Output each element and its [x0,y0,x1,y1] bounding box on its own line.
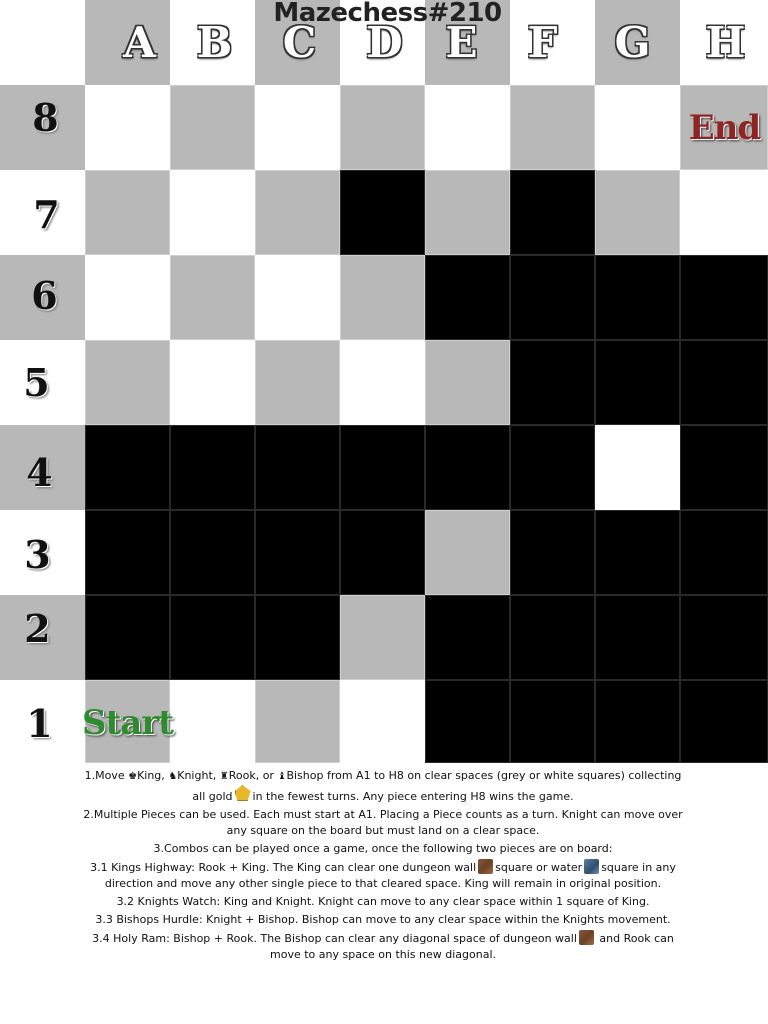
square-a8[interactable] [85,85,170,170]
square-d1[interactable] [340,680,425,763]
bishop-icon: ♝ [277,771,287,782]
start-marker: Start [82,703,173,743]
column-label-h: H [705,18,746,67]
square-d3[interactable] [340,510,425,595]
column-label-a: A [123,18,156,67]
square-f6[interactable] [510,255,595,340]
square-a3[interactable] [85,510,170,595]
square-g1[interactable] [595,680,680,763]
square-b6[interactable] [170,255,255,340]
row-label-7: 7 [33,192,60,237]
square-g5[interactable] [595,340,680,425]
square-c2[interactable] [255,595,340,680]
square-f5[interactable] [510,340,595,425]
rule-1-text: in the fewest turns. Any piece entering H8 wins the game. [252,790,574,803]
rule-3-3: 3.3 Bishops Hurdle: Knight + Bishop. Bishop can move to any clear space within the Knights movement. [95,913,671,926]
rule-1-text: Bishop from A1 to H8 on clear spaces (grey or white squares) collecting all gold [192,769,682,803]
dungeon-wall-icon [579,930,594,945]
row-label-6: 6 [31,273,58,318]
square-g6[interactable] [595,255,680,340]
rule-2: 2.Multiple Pieces can be used. Each must start at A1. Placing a Piece counts as a turn. Knight can move over any square on the board but must land on a clear space. [83,808,683,837]
square-b7[interactable] [170,170,255,255]
square-e8[interactable] [425,85,510,170]
rule-3-1-text: square in any direction and move any other single piece to that cleared space. King will remain in original position. [104,861,676,890]
square-h6[interactable] [680,255,768,340]
square-f8[interactable] [510,85,595,170]
rule-3-1-text: square or water [495,861,583,874]
square-e7[interactable] [425,170,510,255]
square-h4[interactable] [680,425,768,510]
rule-1-text: King, [137,769,169,782]
square-b3[interactable] [170,510,255,595]
square-g8[interactable] [595,85,680,170]
square-b5[interactable] [170,340,255,425]
square-d6[interactable] [340,255,425,340]
knight-icon: ♞ [168,771,178,782]
square-e1[interactable] [425,680,510,763]
rule-1 [80,768,686,805]
square-c4[interactable] [255,425,340,510]
square-e6[interactable] [425,255,510,340]
column-label-f: F [527,18,558,67]
square-g4[interactable] [595,425,680,510]
rule-1-text: Rook, or [228,769,278,782]
rule-1-text: Knight, [177,769,220,782]
square-e3[interactable] [425,510,510,595]
square-c6[interactable] [255,255,340,340]
square-g2[interactable] [595,595,680,680]
rules-text [80,768,686,965]
square-a5[interactable] [85,340,170,425]
square-d7[interactable] [340,170,425,255]
water-icon [584,859,599,874]
square-h7[interactable] [680,170,768,255]
king-icon: ♚ [128,771,138,782]
square-b2[interactable] [170,595,255,680]
square-g7[interactable] [595,170,680,255]
square-b8[interactable] [170,85,255,170]
square-f3[interactable] [510,510,595,595]
square-h1[interactable] [680,680,768,763]
column-label-b: B [196,18,233,67]
square-c3[interactable] [255,510,340,595]
square-d2[interactable] [340,595,425,680]
square-f4[interactable] [510,425,595,510]
square-e2[interactable] [425,595,510,680]
square-b4[interactable] [170,425,255,510]
square-d5[interactable] [340,340,425,425]
rule-1-text: 1.Move [84,769,129,782]
row-label-5: 5 [23,360,50,405]
rule-3-4-text: and Rook can move to any space on this new diagonal. [270,932,674,961]
row-label-2: 2 [24,606,51,651]
rule-3-4 [80,930,686,963]
square-c1[interactable] [255,680,340,763]
square-f7[interactable] [510,170,595,255]
rule-3: 3.Combos can be played once a game, once the following two pieces are on board: [153,842,613,855]
row-label-3: 3 [24,532,51,577]
column-label-d: D [366,18,403,67]
row-label-1: 1 [26,701,53,746]
rule-3-1-text: 3.1 Kings Highway: Rook + King. The King can clear one dungeon wall [90,861,477,874]
end-marker: End [688,108,761,148]
square-f2[interactable] [510,595,595,680]
square-c7[interactable] [255,170,340,255]
column-label-c: C [282,18,317,67]
square-e4[interactable] [425,425,510,510]
rule-3-1 [80,859,686,892]
dungeon-wall-icon [478,859,493,874]
row-label-8: 8 [32,95,59,140]
rule-3-2: 3.2 Knights Watch: King and Knight. Knight can move to any clear space within 1 square of King. [116,895,650,908]
rook-icon: ♜ [219,771,229,782]
puzzle-title: Mazechess#210 [273,0,502,28]
square-a7[interactable] [85,170,170,255]
square-a4[interactable] [85,425,170,510]
square-h5[interactable] [680,340,768,425]
column-label-e: E [445,18,478,67]
square-h3[interactable] [680,510,768,595]
square-a6[interactable] [85,255,170,340]
square-b1[interactable] [170,680,255,763]
column-label-g: G [614,18,651,67]
square-d4[interactable] [340,425,425,510]
square-c5[interactable] [255,340,340,425]
rule-3-4-text: 3.4 Holy Ram: Bishop + Rook. The Bishop can clear any diagonal space of dungeon wall [92,932,577,945]
square-a2[interactable] [85,595,170,680]
square-h2[interactable] [680,595,768,680]
square-f1[interactable] [510,680,595,763]
square-d8[interactable] [340,85,425,170]
row-label-4: 4 [26,450,53,495]
square-c8[interactable] [255,85,340,170]
gold-icon [235,785,251,801]
square-g3[interactable] [595,510,680,595]
square-e5[interactable] [425,340,510,425]
